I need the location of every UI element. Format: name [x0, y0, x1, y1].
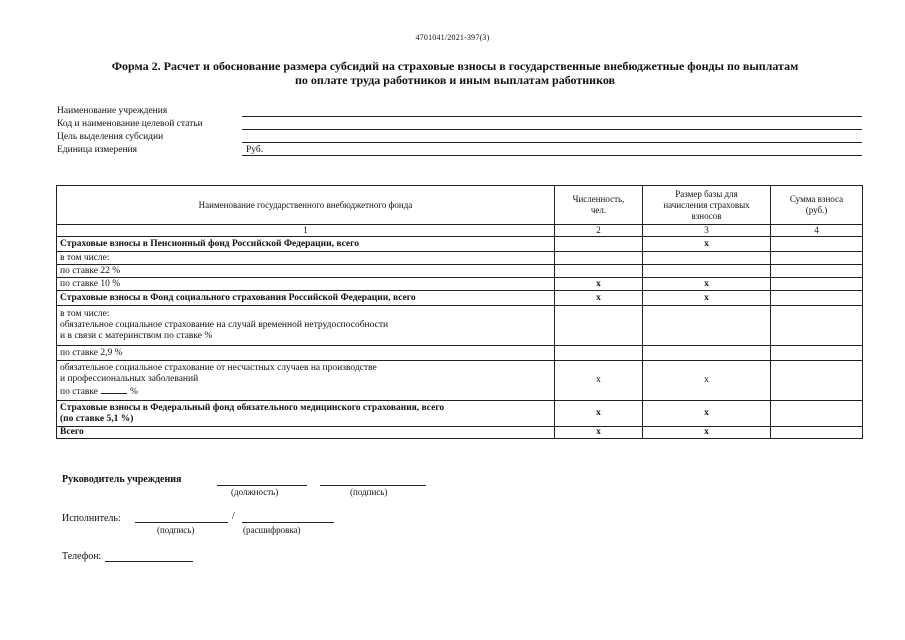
cell-base[interactable]: x: [643, 361, 771, 401]
head-label: Руководитель учреждения: [62, 474, 182, 485]
table-row-grand-total: [57, 427, 863, 439]
form-title-line-2: по оплате труда работников и иным выплатам работников: [294, 73, 616, 87]
cell-sum[interactable]: [771, 306, 863, 346]
rate-blank[interactable]: [101, 385, 127, 394]
cell-sum[interactable]: [771, 346, 863, 361]
col-number-1: 1: [57, 225, 555, 237]
purpose-field-line[interactable]: [242, 142, 862, 143]
cell-count[interactable]: x: [555, 291, 643, 306]
institution-field-line[interactable]: [242, 116, 862, 117]
cell-base[interactable]: [643, 306, 771, 346]
executor-signature-line[interactable]: [135, 522, 228, 523]
cell-count[interactable]: x: [555, 427, 643, 439]
form-title-line-1: Форма 2. Расчет и обоснование размера субсидий на страховые взносы в государственные внебюджетные фонды по выплатам: [111, 59, 799, 73]
cell-base[interactable]: x: [643, 401, 771, 427]
position-caption: (должность): [231, 487, 279, 497]
cell-sum[interactable]: [771, 278, 863, 291]
table-header-row: [57, 186, 863, 225]
table-row-rate-22: [57, 265, 863, 278]
cell-sum[interactable]: [771, 265, 863, 278]
col-number-2: 2: [555, 225, 643, 237]
row-label: Всего: [57, 427, 555, 439]
cell-base[interactable]: [643, 265, 771, 278]
row-label: Страховые взносы в Фонд социального страхования Российской Федерации, всего: [57, 291, 555, 306]
cell-base[interactable]: x: [643, 427, 771, 439]
cell-count[interactable]: [555, 306, 643, 346]
cell-sum[interactable]: [771, 252, 863, 265]
table-row-accidents: [57, 361, 863, 401]
row-label: [57, 306, 555, 346]
cell-count[interactable]: [555, 252, 643, 265]
row-label-line-2: обязательное социальное страхование на случай временной нетрудоспособности: [60, 320, 389, 330]
row-label-line-2: (по ставке 5,1 %): [60, 413, 134, 424]
cell-sum[interactable]: [771, 427, 863, 439]
header-fund: Наименование государственного внебюджетного фонда: [57, 186, 555, 225]
unit-label: Единица измерения: [57, 145, 137, 155]
cell-base[interactable]: [643, 346, 771, 361]
row-label-line-2: и профессиональных заболеваний: [60, 374, 199, 384]
column-number-row: [57, 225, 863, 237]
cell-count[interactable]: x: [555, 361, 643, 401]
col-number-4: 4: [771, 225, 863, 237]
form-title: [60, 59, 850, 87]
row-label: Страховые взносы в Пенсионный фонд Российской Федерации, всего: [57, 237, 555, 252]
row-label: по ставке 2,9 %: [57, 346, 555, 361]
code-label: Код и наименование целевой статьи: [57, 119, 203, 129]
table-row-rate-10: [57, 278, 863, 291]
percent-sign: %: [130, 387, 138, 397]
cell-sum[interactable]: [771, 401, 863, 427]
table-row-including: [57, 252, 863, 265]
table-row-social-total: [57, 291, 863, 306]
header-sum: Сумма взноса (руб.): [771, 186, 863, 225]
cell-count[interactable]: [555, 346, 643, 361]
decoding-caption: (расшифровка): [243, 525, 301, 535]
row-label-line-1: в том числе:: [60, 309, 110, 319]
contributions-table: [56, 185, 863, 439]
row-label-line-1: Страховые взносы в Федеральный фонд обязательного медицинского страхования, всего: [60, 402, 445, 413]
code-row: [57, 118, 863, 131]
cell-sum[interactable]: [771, 237, 863, 252]
row-label-line-3: и в связи с материнством по ставке %: [60, 331, 213, 341]
purpose-label: Цель выделения субсидии: [57, 132, 164, 142]
table-row-medical-total: [57, 401, 863, 427]
col-number-3: 3: [643, 225, 771, 237]
header-count: Численность, чел.: [555, 186, 643, 225]
head-position-line[interactable]: [217, 485, 307, 486]
cell-sum[interactable]: [771, 291, 863, 306]
cell-count[interactable]: x: [555, 401, 643, 427]
unit-field-line: [242, 155, 862, 156]
cell-count[interactable]: x: [555, 278, 643, 291]
row-label: по ставке 10 %: [57, 278, 555, 291]
row-label: в том числе:: [57, 252, 555, 265]
executor-label: Исполнитель:: [62, 513, 121, 524]
header-base: Размер базы для начисления страховых взносов: [643, 186, 771, 225]
executor-signature-caption: (подпись): [157, 525, 195, 535]
executor-decoding-line[interactable]: [242, 522, 334, 523]
row-label: по ставке 22 %: [57, 265, 555, 278]
document-number: 4701041/2021-397(3): [415, 33, 490, 42]
table-row-pension-total: [57, 237, 863, 252]
cell-base[interactable]: x: [643, 237, 771, 252]
institution-row: [57, 105, 863, 118]
cell-base[interactable]: x: [643, 291, 771, 306]
phone-label: Телефон:: [62, 551, 102, 562]
purpose-row: [57, 131, 863, 144]
cell-count[interactable]: [555, 265, 643, 278]
code-field-line[interactable]: [242, 129, 862, 130]
row-label-line-1: обязательное социальное страхование от несчастных случаев на производстве: [60, 363, 377, 373]
cell-base[interactable]: [643, 252, 771, 265]
cell-count[interactable]: [555, 237, 643, 252]
row-label: [57, 401, 555, 427]
table-row-temporary-disability: [57, 306, 863, 346]
table-row-rate-2-9: [57, 346, 863, 361]
institution-label: Наименование учреждения: [57, 106, 168, 116]
unit-value: Руб.: [246, 145, 264, 155]
row-label: [57, 361, 555, 401]
cell-sum[interactable]: [771, 361, 863, 401]
rate-label: по ставке: [60, 387, 98, 397]
head-signature-line[interactable]: [320, 485, 426, 486]
row-label-line-3: [60, 385, 551, 398]
cell-base[interactable]: x: [643, 278, 771, 291]
unit-row: [57, 144, 863, 157]
phone-field-line[interactable]: [105, 561, 193, 562]
signature-caption: (подпись): [350, 487, 388, 497]
executor-slash: /: [232, 511, 235, 522]
